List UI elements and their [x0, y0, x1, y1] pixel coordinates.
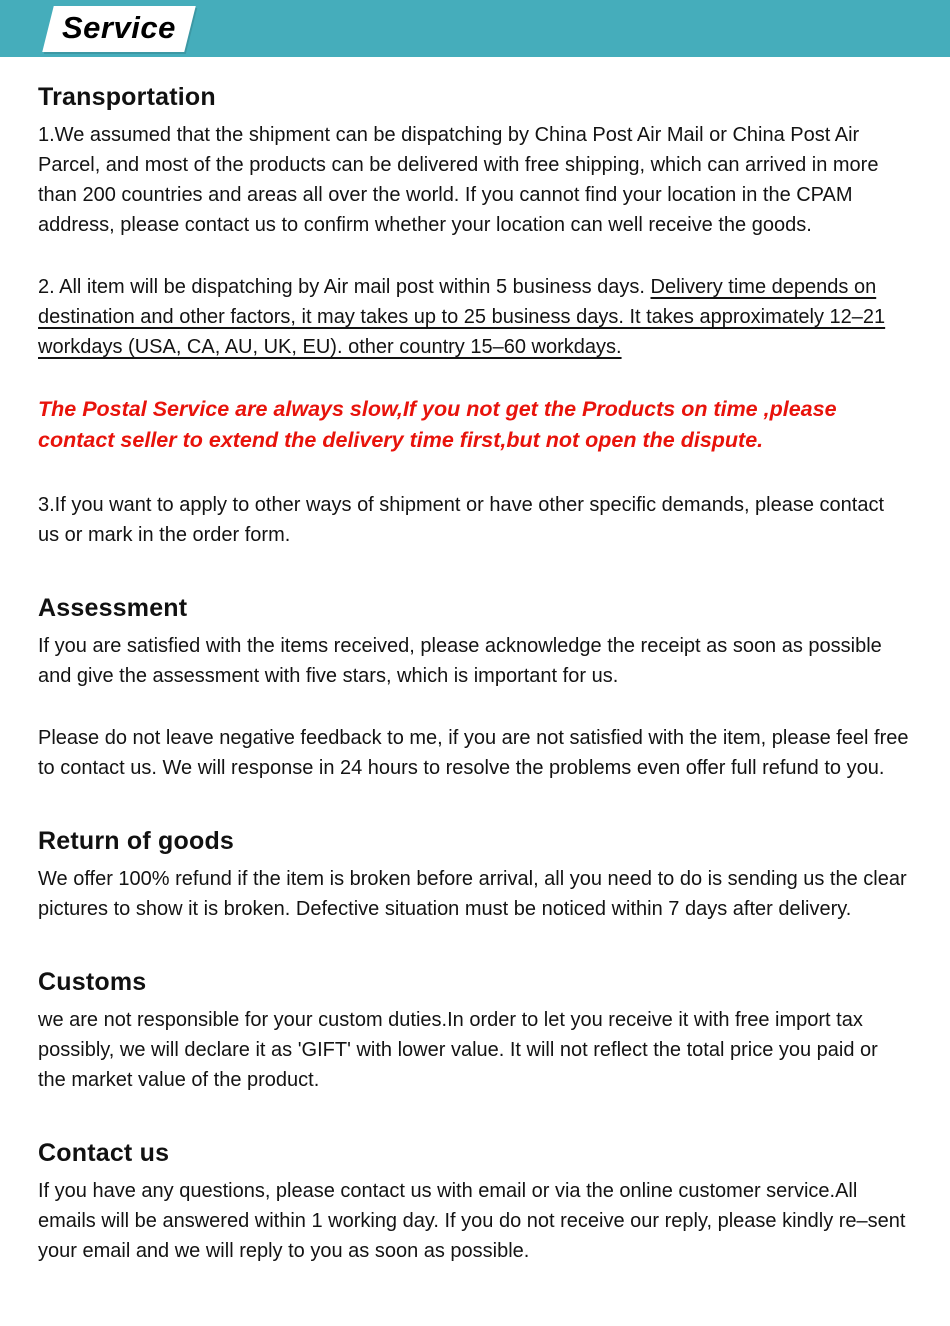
header-bar: [0, 0, 950, 57]
assessment-paragraph-1: If you are satisfied with the items received, please acknowledge the receipt as soon as possible and give the assessment with five stars, which is important for us.: [38, 635, 882, 687]
contact-us-paragraph-1: If you have any questions, please contact us with email or via the online customer service.All emails will be answered within 1 working day. If you do not receive our reply, please kindly re–sent your email and we will reply to you as soon as possible.: [38, 1180, 906, 1262]
transportation-paragraph-2: [38, 272, 910, 362]
postal-service-warning: The Postal Service are always slow,If you not get the Products on time ,please contact seller to extend the delivery time first,but not open the dispute.: [38, 397, 837, 452]
section-heading-return-of-goods: Return of goods: [38, 827, 235, 855]
page-title: Service: [62, 10, 176, 45]
section-heading-contact-us: Contact us: [38, 1139, 170, 1167]
section-heading-assessment: Assessment: [38, 594, 188, 622]
transportation-paragraph-3: 3.If you want to apply to other ways of shipment or have other specific demands, please contact us or mark in the order form.: [38, 494, 885, 546]
customs-paragraph-1: we are not responsible for your custom duties.In order to let you receive it with free import tax possibly, we will declare it as 'GIFT' with lower value. It will not reflect the total price you paid or the market value of the product.: [38, 1009, 878, 1091]
return-of-goods-paragraph-1: We offer 100% refund if the item is broken before arrival, all you need to do is sending us the clear pictures to show it is broken. Defective situation must be noticed within 7 days after delivery.: [38, 868, 907, 920]
content: [0, 57, 950, 1326]
assessment-paragraph-2: Please do not leave negative feedback to me, if you are not satisfied with the item, please feel free to contact us. We will response in 24 hours to resolve the problems even offer full refund to you.: [38, 727, 909, 779]
transportation-paragraph-2-normal: 2. All item will be dispatching by Air mail post within 5 business days.: [38, 276, 651, 298]
section-heading-customs: Customs: [38, 968, 147, 996]
transportation-paragraph-1: 1.We assumed that the shipment can be dispatching by China Post Air Mail or China Post Air Parcel, and most of the products can be delivered with free shipping, which can arrived in more than 200 countries and areas all over the world. If you cannot find your location in the CPAM address, please contact us to confirm whether your location can well receive the goods.: [38, 124, 879, 236]
section-heading-transportation: Transportation: [38, 83, 216, 111]
transportation-paragraph-2-underlined: Delivery time depends on destination and other factors, it may takes up to 25 business days. It takes approximately 12–21 workdays (USA, CA, AU, UK, EU). other country 15–60 workdays.: [38, 276, 886, 358]
